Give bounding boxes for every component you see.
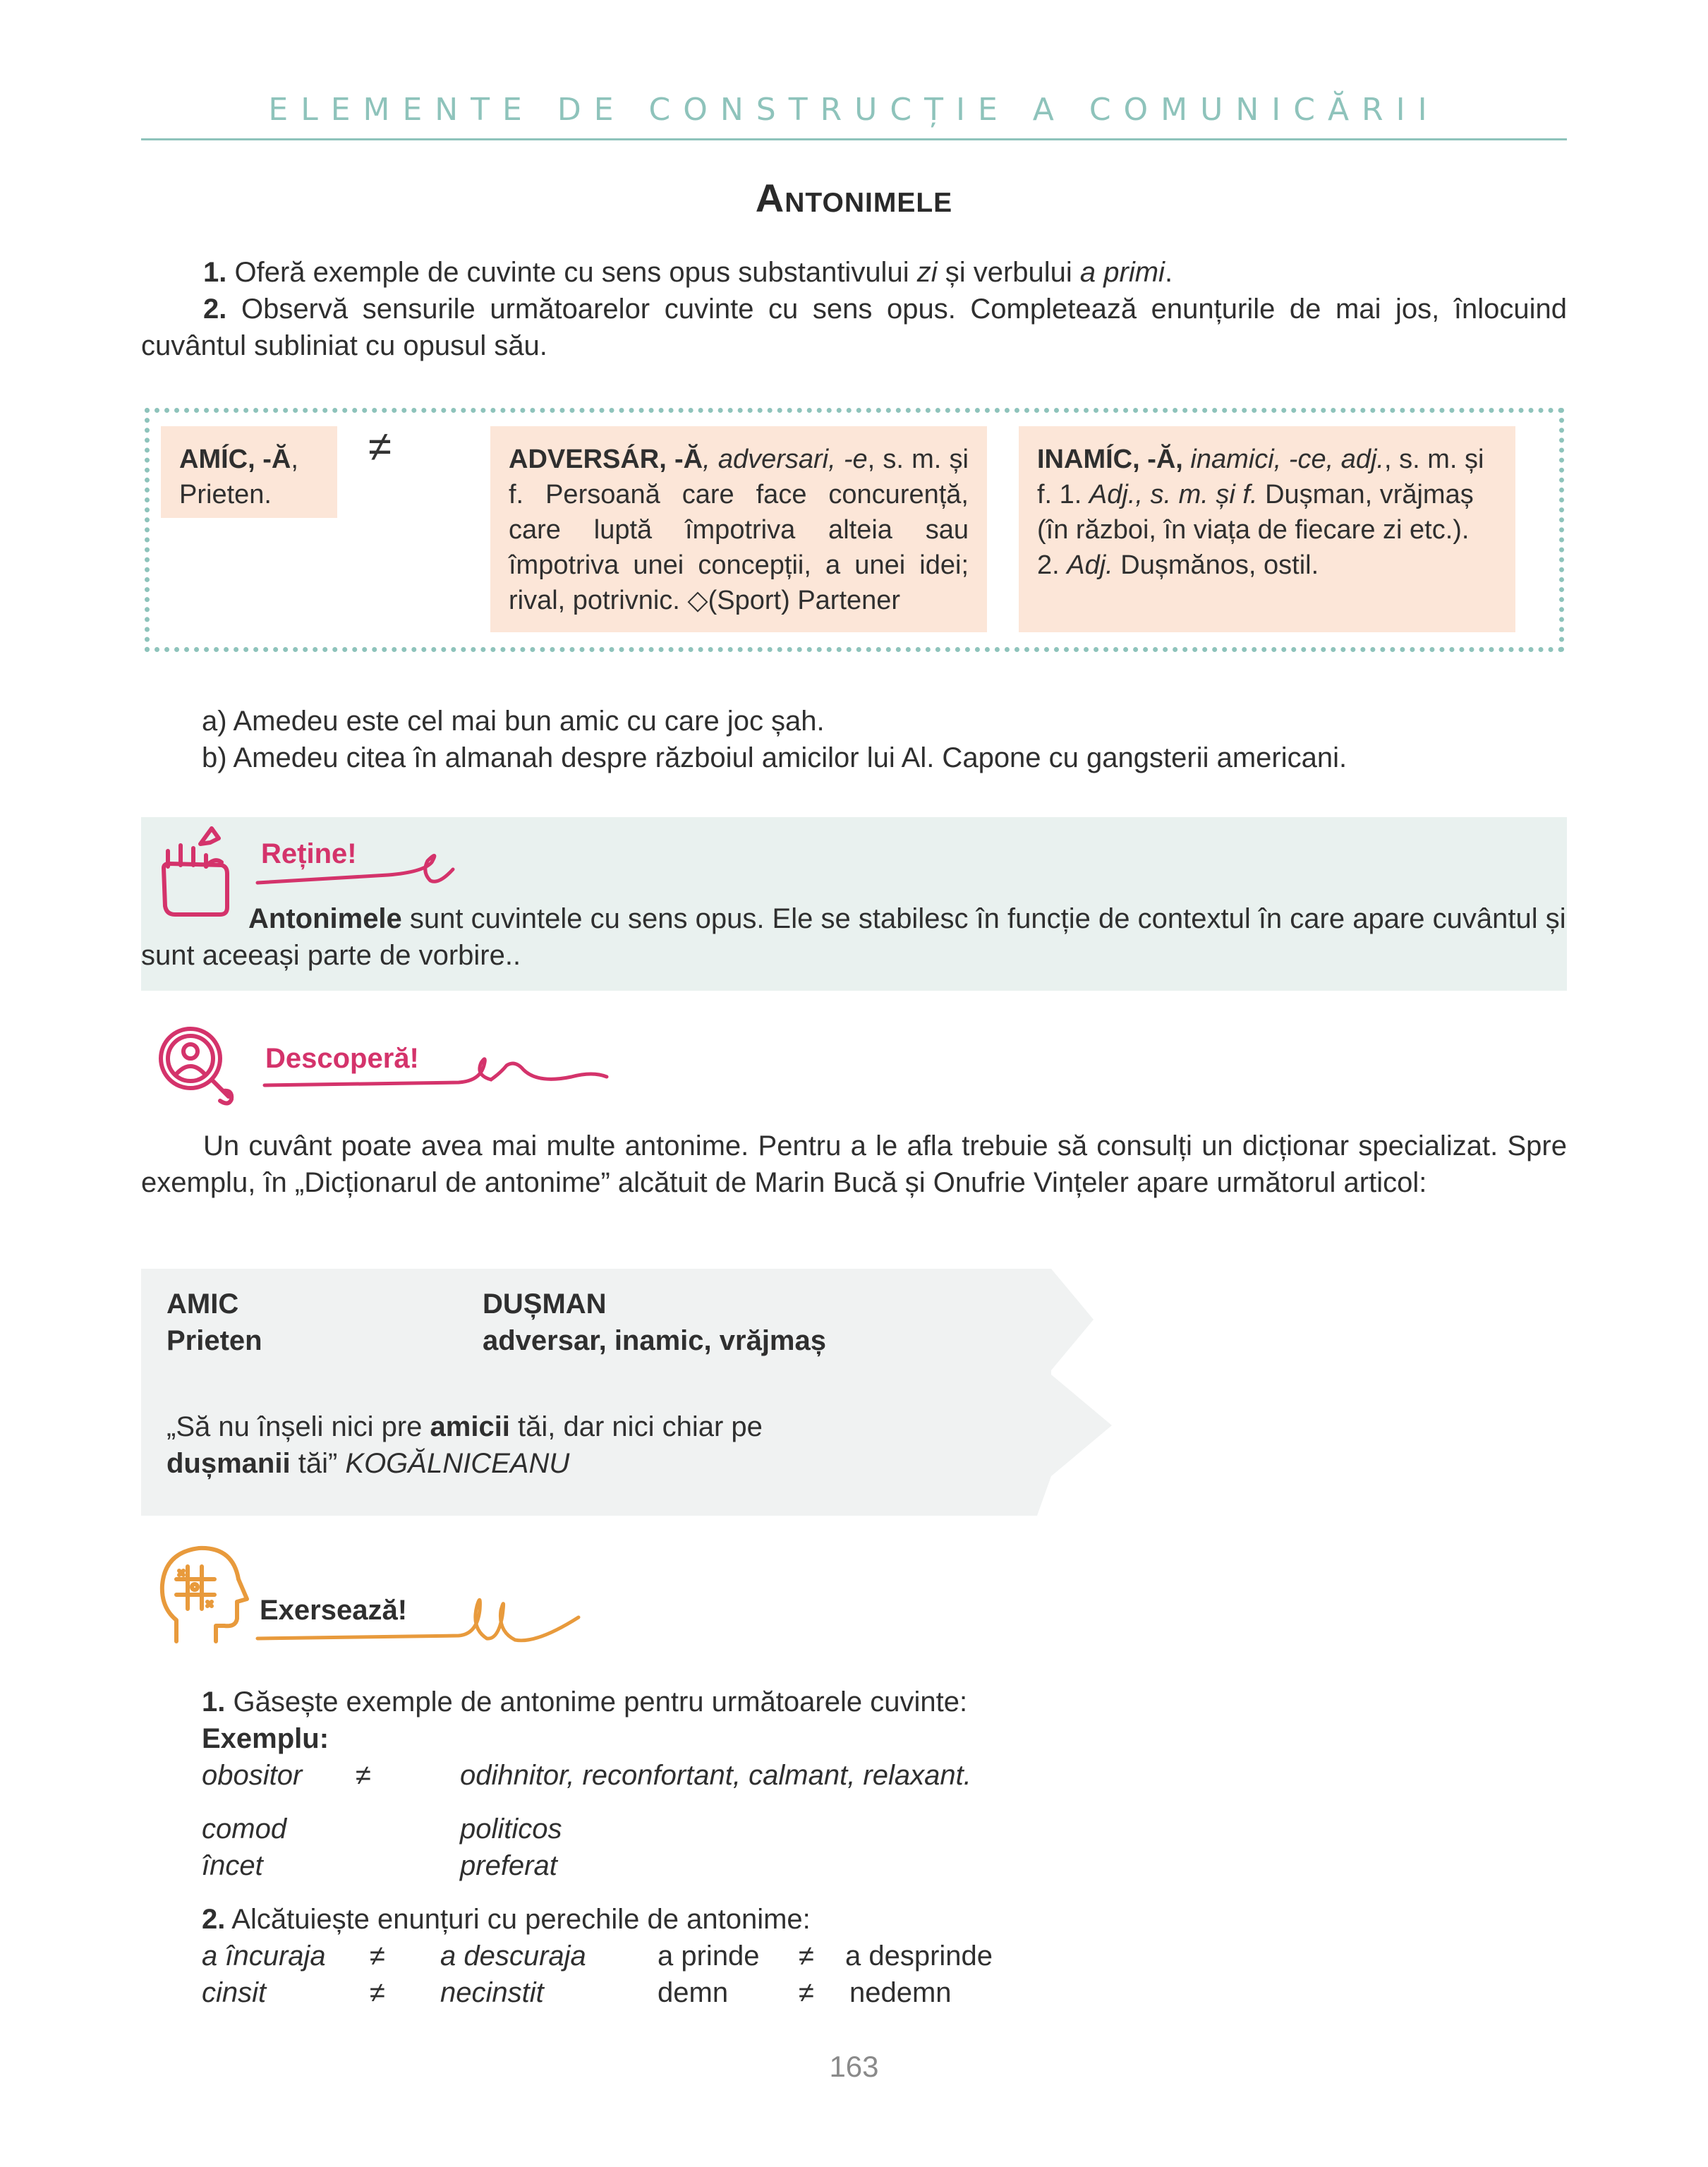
definition-adversar-text: , s. m. și f. Persoană care face concurență, care luptă împotriva alteia sau împotriva unei concepții, a unei idei; rival, potrivnic. ◇(Sport) Partener bbox=[509, 445, 969, 615]
definition-inamic-p1: , s. m. și f. 1. bbox=[1037, 445, 1484, 509]
example-word: obositor bbox=[202, 1760, 303, 1791]
example-neq: ≠ bbox=[356, 1760, 371, 1791]
article-antonym: DUȘMAN bbox=[483, 1288, 607, 1320]
pair-3-neq: ≠ bbox=[799, 1940, 814, 1972]
descopera-squiggle bbox=[261, 1044, 614, 1101]
quote-part-a: „Să nu înșeli nici pre bbox=[166, 1411, 430, 1442]
question-1-end: . bbox=[1164, 257, 1173, 288]
retine-body: sunt cuvintele cu sens opus. Ele se stabilesc în funcție de contextul în care apare cuvântul și sunt aceeași parte de vorbire.. bbox=[141, 903, 1566, 971]
definition-inamic-head: INAMÍC, -Ă, bbox=[1037, 445, 1183, 474]
definition-adversar-forms: , adversari, -e bbox=[703, 445, 868, 474]
page-title: Antonimele bbox=[755, 176, 953, 220]
definition-inamic-p2-b: Dușmănos, ostil. bbox=[1113, 550, 1319, 580]
retine-text bbox=[141, 900, 1567, 974]
definition-adversar bbox=[490, 426, 987, 632]
quote-bold-2: dușmanii bbox=[166, 1448, 291, 1479]
pair-4-neq: ≠ bbox=[799, 1977, 814, 2008]
pair-1-neq: ≠ bbox=[370, 1940, 385, 1972]
pair-2-b: necinstit bbox=[440, 1977, 544, 2008]
definition-adversar-head: ADVERSÁR, -Ă bbox=[509, 445, 703, 474]
definition-inamic-forms: inamici, -ce, adj. bbox=[1182, 445, 1384, 474]
article-word-def: Prieten bbox=[166, 1325, 262, 1356]
exerseaza-squiggle bbox=[254, 1582, 586, 1653]
question-1-word-2: a primi bbox=[1079, 257, 1165, 288]
word-comod: comod bbox=[202, 1813, 287, 1845]
pair-4-b: nedemn bbox=[849, 1977, 952, 2008]
question-1 bbox=[141, 254, 1567, 291]
quote-part-d: tăi” bbox=[290, 1448, 346, 1479]
definition-amic-text: Prieten. bbox=[179, 480, 272, 509]
exercise-2-number: 2. bbox=[202, 1904, 226, 1935]
pair-1-b: a descuraja bbox=[440, 1940, 586, 1972]
question-1-number: 1. bbox=[203, 257, 227, 288]
definition-inamic bbox=[1019, 426, 1515, 632]
pair-3-b: a desprinde bbox=[845, 1940, 993, 1972]
question-2-number: 2. bbox=[203, 294, 227, 325]
exercise-1-text: Găsește exemple de antonime pentru următoarele cuvinte: bbox=[225, 1686, 968, 1718]
exerseaza-label: Exersează! bbox=[260, 1595, 408, 1626]
pair-1-a: a încuraja bbox=[202, 1940, 326, 1972]
pair-2-neq: ≠ bbox=[370, 1977, 385, 2008]
retine-bold: Antonimele bbox=[248, 903, 402, 934]
sentence-b: b) Amedeu citea în almanah despre războiul amicilor lui Al. Capone cu gangsterii americani. bbox=[202, 742, 1347, 773]
question-1-text-a: Oferă exemple de cuvinte cu sens opus substantivului bbox=[234, 257, 917, 288]
exercise-head-icon bbox=[155, 1543, 254, 1648]
definition-amic bbox=[161, 426, 337, 518]
discover-magnifier-icon bbox=[150, 1018, 241, 1109]
example-label: Exemplu: bbox=[202, 1723, 329, 1754]
article-quote-line-2 bbox=[166, 1445, 569, 1482]
exercise-2 bbox=[202, 1901, 811, 1938]
question-2-text: Observă sensurile următoarelor cuvinte cu sens opus. Completează enunțurile de mai jos, înlocuind cuvântul subliniat cu opusul său. bbox=[141, 294, 1567, 361]
quote-bold-1: amicii bbox=[430, 1411, 510, 1442]
retine-label: Reține! bbox=[261, 838, 357, 869]
definition-inamic-p1-b: Dușman, vrăjmaș (în război, în viața de fiecare zi etc.). 2. bbox=[1037, 480, 1474, 580]
quote-part-c: tăi, dar nici chiar pe bbox=[509, 1411, 763, 1442]
header-divider bbox=[141, 138, 1567, 140]
question-1-word-1: zi bbox=[916, 257, 938, 288]
not-equal-icon: ≠ bbox=[368, 423, 392, 470]
page-number: 163 bbox=[829, 2050, 879, 2083]
pair-3-a: a prinde bbox=[658, 1940, 760, 1972]
article-quote-line-1 bbox=[166, 1408, 763, 1445]
descopera-label: Descoperă! bbox=[265, 1043, 419, 1074]
word-politicos: politicos bbox=[460, 1813, 562, 1845]
descopera-text: Un cuvânt poate avea mai multe antonime. Pentru a le afla trebuie să consulți un dicționar specializat. Spre exemplu, în „Dicționarul de antonime” alcătuit de Marin Bucă și Onufrie Vințeler apare următorul articol: bbox=[141, 1130, 1567, 1198]
definition-amic-comma: , bbox=[291, 445, 298, 474]
article-antonym-list: adversar, inamic, vrăjmaș bbox=[483, 1325, 826, 1356]
question-2 bbox=[141, 291, 1567, 364]
retine-squiggle bbox=[254, 844, 459, 900]
pair-2-a: cinsit bbox=[202, 1977, 267, 2008]
definition-inamic-p1-i: Adj., s. m. și f. bbox=[1089, 480, 1258, 509]
article-word: AMIC bbox=[166, 1288, 239, 1320]
exercise-2-text: Alcătuiește enunțuri cu perechile de antonime: bbox=[225, 1904, 811, 1935]
definition-inamic-p2-i: Adj. bbox=[1067, 550, 1113, 580]
word-incet: încet bbox=[202, 1850, 263, 1881]
sentence-a: a) Amedeu este cel mai bun amic cu care joc șah. bbox=[202, 706, 825, 737]
pair-4-a: demn bbox=[658, 1977, 729, 2008]
example-answer: odihnitor, reconfortant, calmant, relaxant. bbox=[460, 1760, 971, 1791]
question-1-text-b: și verbului bbox=[937, 257, 1080, 288]
quote-author: KOGĂLNICEANU bbox=[345, 1448, 570, 1479]
running-header: ELEMENTE DE CONSTRUCȚIE A COMUNICĂRII bbox=[268, 92, 1440, 128]
exercise-1-number: 1. bbox=[202, 1686, 226, 1718]
exercise-1 bbox=[202, 1684, 967, 1720]
definition-amic-head: AMÍC, -Ă bbox=[179, 445, 291, 474]
word-preferat: preferat bbox=[460, 1850, 557, 1881]
